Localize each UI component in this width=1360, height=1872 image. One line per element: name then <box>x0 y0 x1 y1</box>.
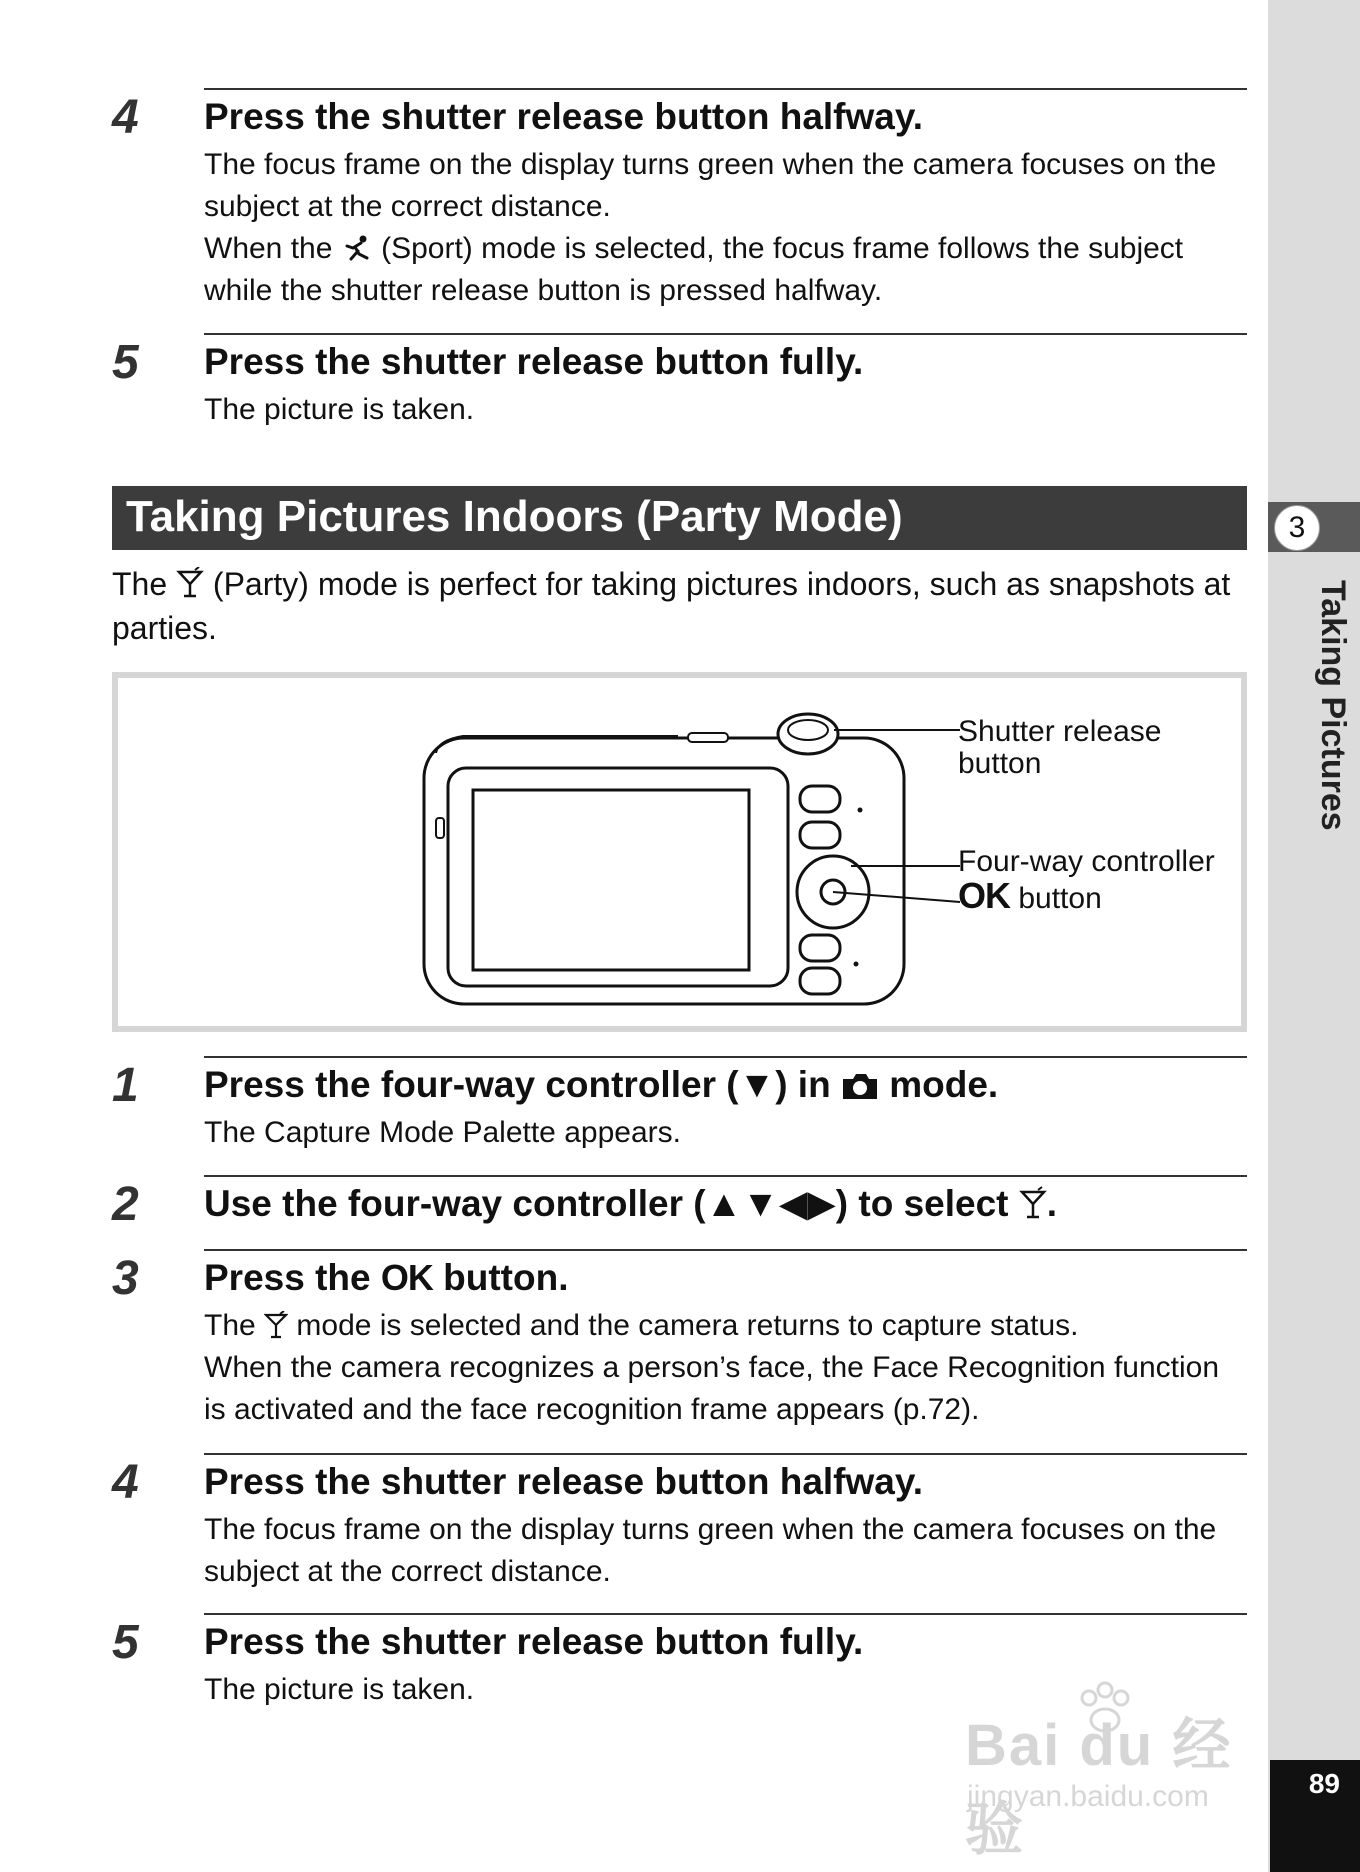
callout-fourway: Four-way controller <box>958 845 1215 878</box>
ok-text: button <box>1018 882 1102 915</box>
step-heading: Press the shutter release button fully. <box>204 341 864 382</box>
step-divider <box>204 333 1247 335</box>
step-body <box>204 1669 1247 1711</box>
step-body <box>204 1112 1247 1154</box>
heading-post: button. <box>443 1257 569 1298</box>
callout-ok <box>958 875 1102 916</box>
page-number: 89 <box>1308 1768 1340 1799</box>
section-title: Taking Pictures Indoors (Party Mode) <box>112 486 1247 550</box>
step-divider <box>204 1175 1247 1177</box>
step-text-post: (Sport) mode is selected, the focus frame follows the subject while the shutter release button is pressed halfway. <box>204 232 1184 307</box>
step-body <box>204 144 1247 312</box>
step-text: The focus frame on the display turns green when the camera focuses on the subject at the correct distance. <box>204 1513 1217 1588</box>
heading-pre: Use the four-way controller (▲▼◀▶) to select <box>204 1183 1009 1224</box>
heading-post: mode. <box>889 1064 999 1105</box>
step-body <box>204 389 1247 431</box>
heading-pre: Press the four-way controller (▼) in <box>204 1064 831 1105</box>
step-divider <box>204 1056 1247 1058</box>
step-number: 1 <box>112 1059 139 1112</box>
step-number: 2 <box>112 1178 139 1231</box>
step-text <box>204 1305 1247 1347</box>
step-text: The picture is taken. <box>204 393 475 426</box>
step-heading: Press the shutter release button halfway. <box>204 96 923 137</box>
heading-post: . <box>1046 1183 1058 1224</box>
chapter-number: 3 <box>1274 505 1320 551</box>
step-heading: Press the shutter release button fully. <box>204 1621 864 1662</box>
step-body <box>204 1509 1247 1593</box>
intro-pre: The <box>112 566 168 602</box>
chapter-title: Taking Pictures <box>1314 580 1352 831</box>
party-mode-icon <box>176 567 204 599</box>
party-mode-icon <box>264 1311 288 1339</box>
step-text-2 <box>204 228 1247 312</box>
step-text-post: mode is selected and the camera returns to capture status. <box>296 1309 1079 1342</box>
sport-mode-icon <box>341 234 373 262</box>
step-divider <box>204 1249 1247 1251</box>
intro-post: (Party) mode is perfect for taking pictures indoors, such as snapshots at parties. <box>112 566 1231 646</box>
callout-shutter <box>958 716 1161 780</box>
step-heading: Press the shutter release button halfway. <box>204 1461 923 1502</box>
step-heading <box>204 1181 1247 1227</box>
callout-shutter-line2: button <box>958 747 1042 780</box>
step-number: 4 <box>112 91 139 144</box>
step-divider <box>204 1453 1247 1455</box>
callout-shutter-line1: Shutter release <box>958 715 1162 748</box>
step-heading <box>204 1062 1247 1108</box>
section-intro <box>112 562 1247 650</box>
heading-pre: Press the <box>204 1257 371 1298</box>
step-text-pre: When the <box>204 232 333 265</box>
step-divider <box>204 1613 1247 1615</box>
step-text: The focus frame on the display turns green when the camera focuses on the subject at the correct distance. <box>204 148 1217 223</box>
step-body <box>204 1305 1247 1431</box>
party-mode-icon <box>1019 1186 1047 1220</box>
step-text-pre: The <box>204 1309 256 1342</box>
ok-label: OK <box>958 875 1010 916</box>
camera-figure <box>112 672 1247 1032</box>
step-heading <box>204 1255 1247 1301</box>
step-number: 5 <box>112 336 139 389</box>
step-text-2: When the camera recognizes a person’s face, the Face Recognition function is activated and the face recognition frame appears (p.72). <box>204 1351 1220 1426</box>
step-text: The picture is taken. <box>204 1673 475 1706</box>
ok-label: OK <box>380 1257 433 1298</box>
step-text: The Capture Mode Palette appears. <box>204 1116 681 1149</box>
chapter-sidebar <box>1268 0 1360 1872</box>
step-number: 4 <box>112 1456 139 1509</box>
watermark-main: Bai du 经验 <box>965 1713 1233 1862</box>
step-number: 3 <box>112 1252 139 1305</box>
step-number: 5 <box>112 1616 139 1669</box>
step-divider <box>204 88 1247 90</box>
watermark-url: jingyan.baidu.com <box>967 1780 1209 1813</box>
camera-icon <box>841 1071 879 1101</box>
